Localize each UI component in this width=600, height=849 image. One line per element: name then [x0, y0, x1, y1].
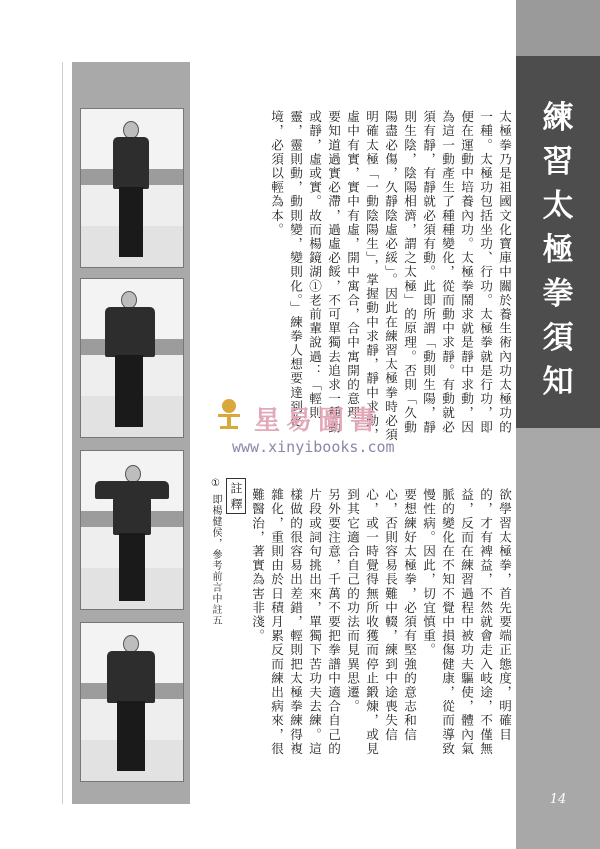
watermark-name: 星易圖書 — [254, 406, 383, 436]
sidebar-lower-band — [516, 428, 600, 849]
body-text-upper: 太極拳乃是祖國文化寶庫中關於養生術內功太極功的一種。太極功包括坐功、行功。太極拳就是行功，即便在運動中培養內功。太極拳鬧求就是靜中求動，因為這一動產生了種種變化，從而動中求靜。有動就必須有靜，有靜就必須有動。此即所謂「動則生陽，靜則生陰，陰陽相濟，謂之太極」的原理。否則「久動陽盡必傷，久靜陰虛必綏」。因此在練習太極拳時必須明確太極「一動陰陽生」，掌握動中求靜，靜中求動，虛中有實，實中有虛，開中寓合，合中寓開的意理。要知道過實必滯，過虛必餒，不可單獨去追求一種動或靜，虛或實。故而楊鏡湖①老前輩說過：「輕則靈，靈則動，動則變，變則化。」練拳人想要達到化境，必須以輕為本。 — [269, 110, 512, 443]
chapter-title-char: 太 — [542, 188, 574, 224]
page-number: 14 — [549, 792, 567, 807]
watermark-url: www.xinyibooks.com — [232, 438, 395, 456]
chapter-title-char: 知 — [542, 364, 574, 400]
photo-posture-1 — [80, 108, 184, 268]
note-item: ① 即楊健侯，參考前言中註五 — [210, 478, 221, 627]
photo-posture-3 — [80, 450, 184, 610]
sidebar-top-band — [516, 0, 600, 56]
chapter-title-char: 拳 — [542, 276, 574, 312]
notes-heading: 註 釋 — [226, 478, 246, 514]
chapter-title-char: 極 — [542, 232, 574, 268]
watermark-logo-icon — [211, 396, 247, 432]
photo-posture-4 — [80, 622, 184, 782]
chapter-title-char: 須 — [542, 320, 574, 356]
strip-rule — [62, 62, 63, 804]
chapter-title-char: 習 — [542, 144, 574, 180]
body-text-lower: 欲學習太極拳，首先要端正態度，明確目的，才有裨益，不然就會走入岐途，不僅無益，反而在練習過程中被功夫驅使，體內氣脈的變化在不知不覺中損傷健康，從而導致慢性病。因此，切宜慎重。 要想練好太極拳，必須有堅強的意志和信心，否則容易長難中輟，練到中途喪失信心，或一時覺得無所收獲而停止鍛煉，或見到其它適合自己的功法而見異思遷。 另外要注意，千萬不要把拳譜中適合自己的片段或詞句挑出來，單獨下苦功夫去練。這樣做的很容易出差錯，輕則把太極拳練得複雜化，重則由於日積月累反而練出病來，很難醫治，著實為害非淺。 — [250, 488, 512, 756]
chapter-title-band — [516, 56, 600, 428]
photo-posture-2 — [80, 278, 184, 438]
chapter-title-char: 練 — [542, 100, 574, 136]
